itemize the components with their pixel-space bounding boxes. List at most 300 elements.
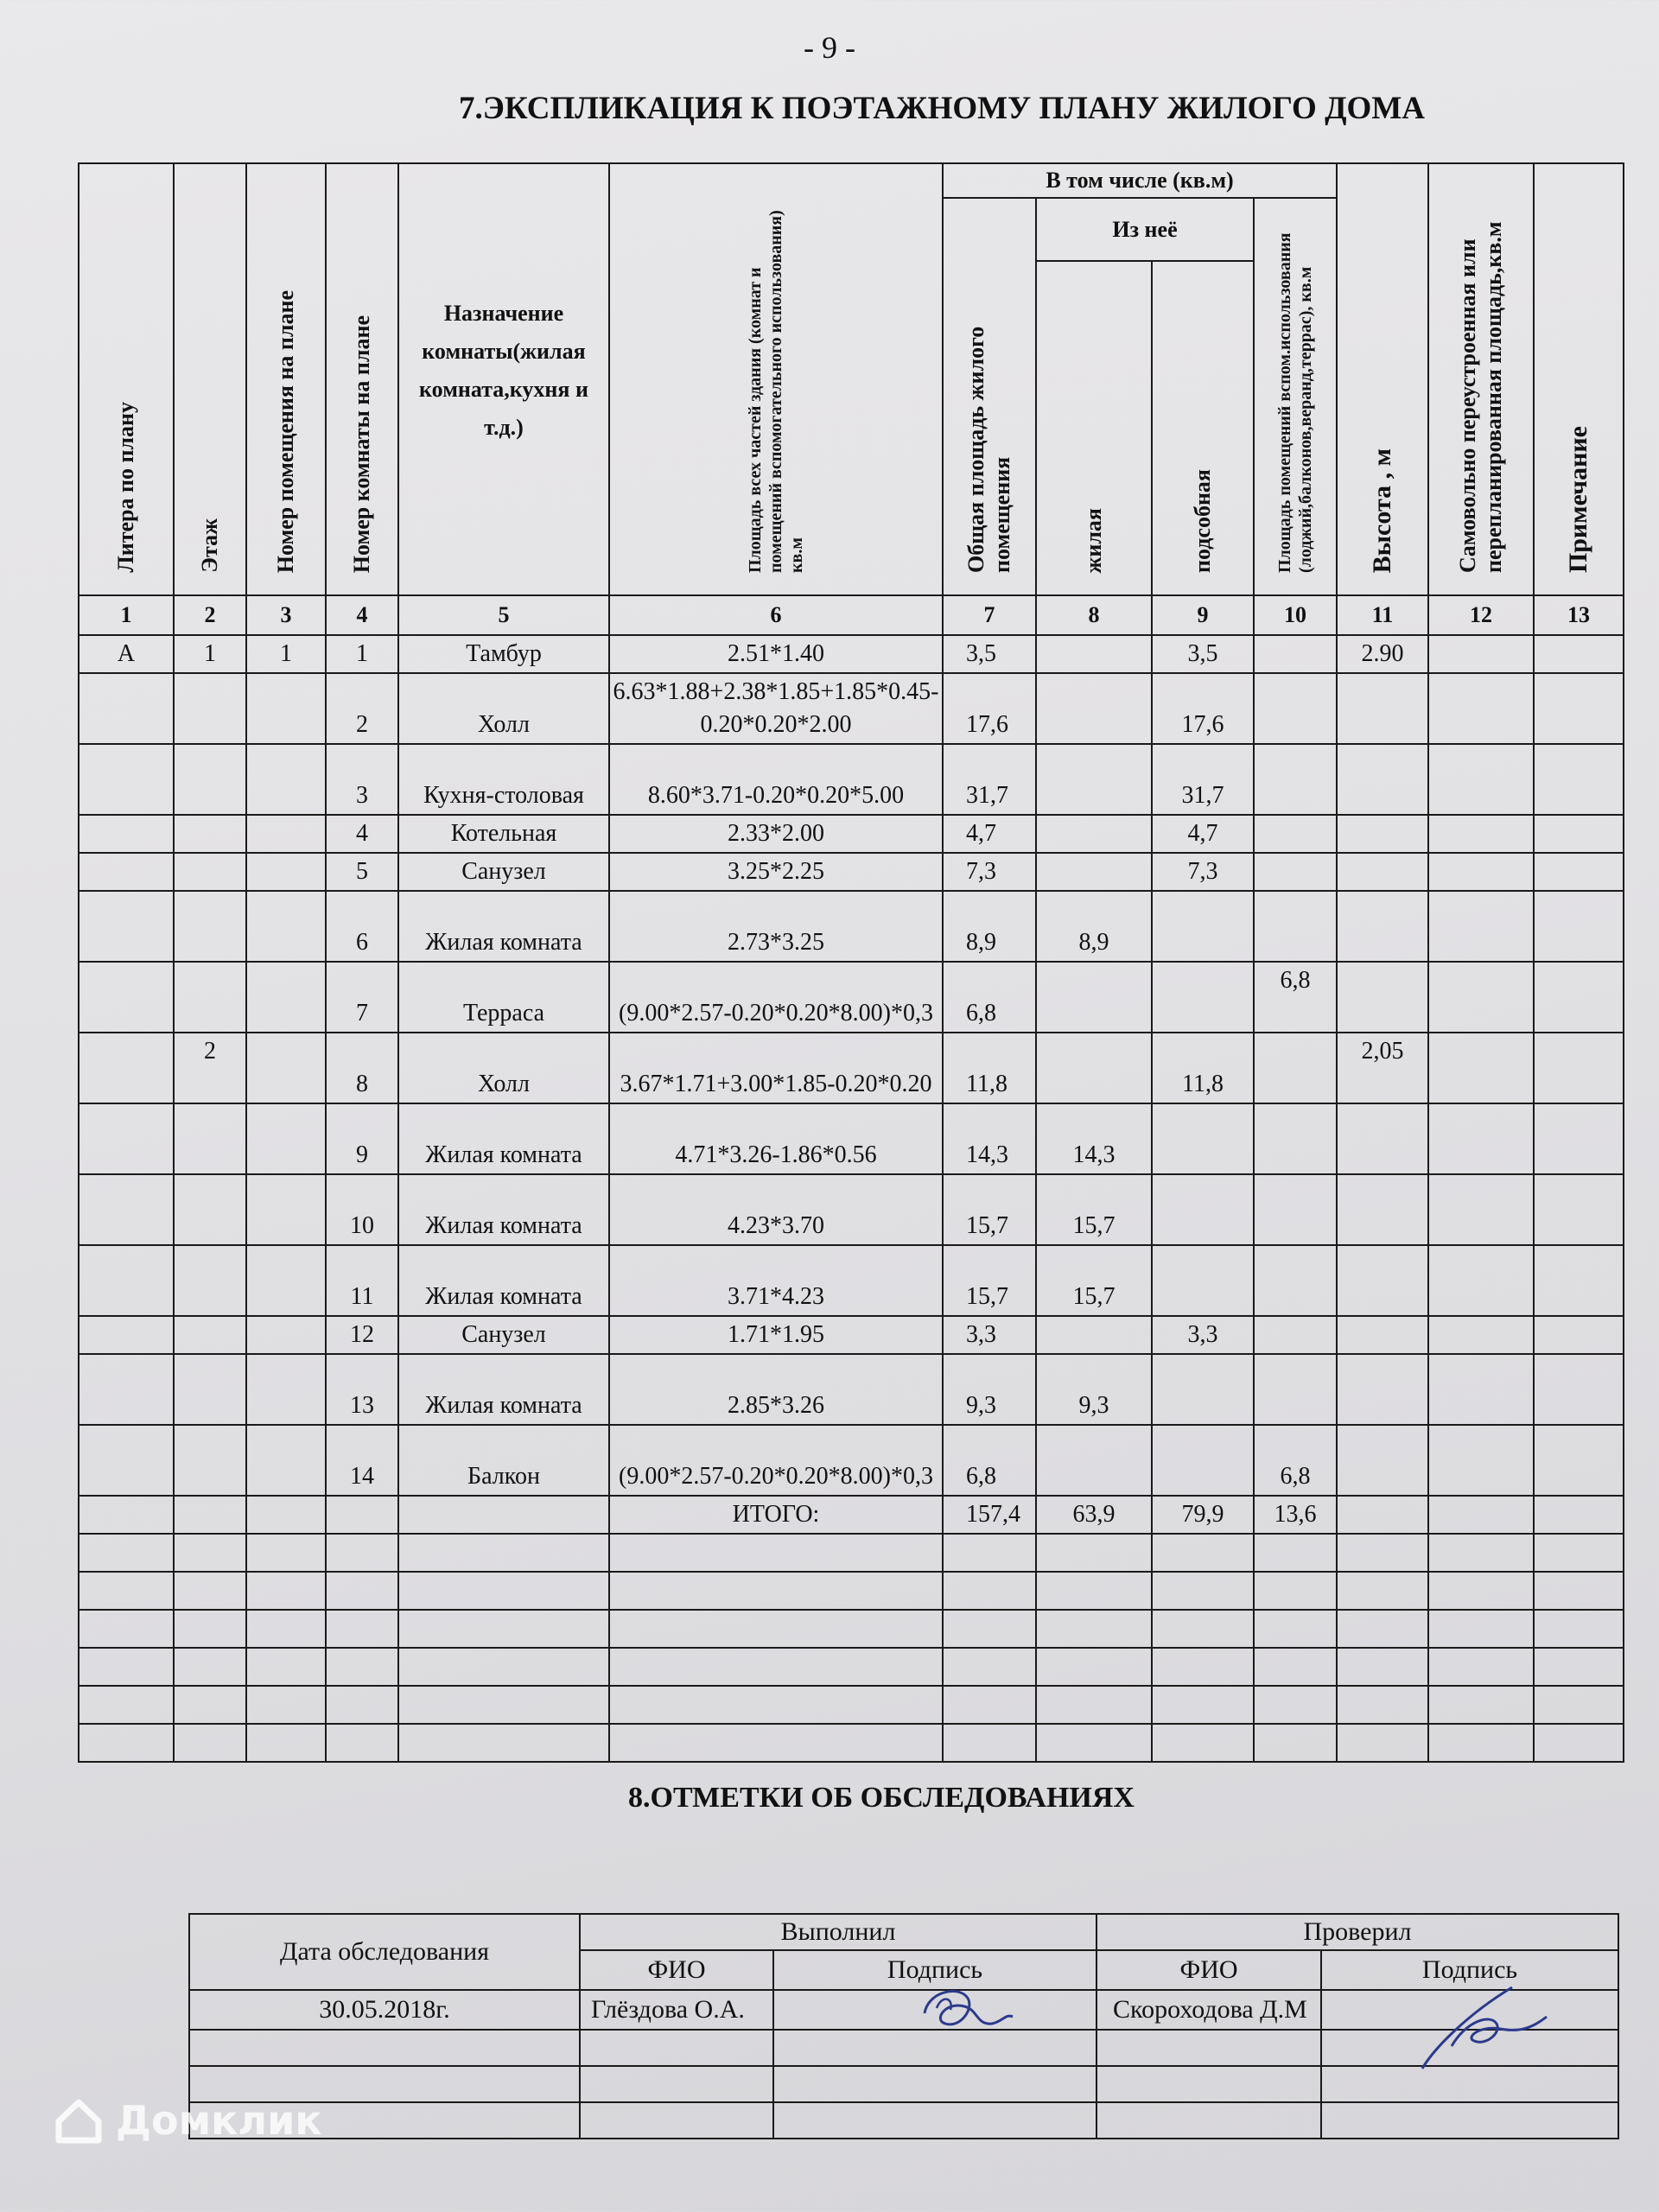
cell-floor (174, 891, 246, 962)
cell-floor (174, 1425, 246, 1496)
cell-empty (1254, 1610, 1337, 1648)
cell-height (1337, 1425, 1428, 1496)
cell-empty (1036, 1610, 1152, 1648)
cell-litera (79, 1316, 174, 1354)
cell-room: 14 (326, 1425, 398, 1496)
cell-total: 17,6 (943, 673, 1036, 744)
cell-empty (1254, 1572, 1337, 1610)
performer-name: Глёздова О.А. (580, 1990, 773, 2030)
cell-premise (246, 962, 326, 1033)
cell-empty (609, 1648, 943, 1686)
col-number: 6 (609, 595, 943, 635)
table-row (79, 891, 1624, 962)
cell-floor (174, 853, 246, 891)
cell-empty (79, 1572, 174, 1610)
cell-unauthorized (1428, 1174, 1534, 1245)
cell-aux-use (1254, 853, 1337, 891)
cell-empty (943, 1686, 1036, 1724)
cell-unauthorized (1428, 1425, 1534, 1496)
cell-empty (609, 1686, 943, 1724)
cell-empty (1152, 1686, 1254, 1724)
cell-empty (326, 1610, 398, 1648)
cell-empty (79, 1686, 174, 1724)
cell-premise (246, 1033, 326, 1103)
cell-note (1534, 853, 1624, 891)
cell-formula: 3.71*4.23 (609, 1245, 943, 1316)
cell-note (1534, 635, 1624, 673)
cell-living: 8,9 (1036, 891, 1152, 962)
empty-row (79, 1534, 1624, 1572)
cell-empty (398, 1496, 609, 1534)
section8-title: 8.ОТМЕТКИ ОБ ОБСЛЕДОВАНИЯХ (628, 1782, 1135, 1814)
cell-total: 3,5 (943, 635, 1036, 673)
cell-empty (79, 1724, 174, 1762)
cell-aux: 31,7 (1152, 744, 1254, 815)
cell-empty (1337, 1724, 1428, 1762)
cell-aux-use (1254, 1103, 1337, 1174)
cell-empty (1534, 1610, 1624, 1648)
cell-living (1036, 1033, 1152, 1103)
survey-date: 30.05.2018г. (189, 1990, 580, 2030)
cell-formula: 2.51*1.40 (609, 635, 943, 673)
cell-empty (174, 1648, 246, 1686)
cell-room: 12 (326, 1316, 398, 1354)
cell-formula: 1.71*1.95 (609, 1316, 943, 1354)
cell-litera: А (79, 635, 174, 673)
cell-total: 8,9 (943, 891, 1036, 962)
cell-room: 6 (326, 891, 398, 962)
cell-room: 11 (326, 1245, 398, 1316)
cell-name: Балкон (398, 1425, 609, 1496)
cell-total: 6,8 (943, 962, 1036, 1033)
col-number: 7 (943, 595, 1036, 635)
cell-note (1534, 1316, 1624, 1354)
cell-unauthorized (1428, 1316, 1534, 1354)
cell-aux-use (1254, 1245, 1337, 1316)
cell-aux-use (1254, 744, 1337, 815)
cell-aux-use: 6,8 (1254, 962, 1337, 1033)
cell-name: Жилая комната (398, 1354, 609, 1425)
cell-aux (1152, 1245, 1254, 1316)
cell-empty (943, 1648, 1036, 1686)
cell-premise (246, 1103, 326, 1174)
header-area-all: Площадь всех частей здания (комнат и помещений вспомогательного использования) кв.м (609, 163, 943, 595)
header-aux-use: Площадь помещений вспом.использования (лоджий,балконов,веранд,террас), кв.м (1254, 198, 1337, 595)
col-number: 12 (1428, 595, 1534, 635)
cell-premise (246, 891, 326, 962)
cell-height (1337, 1174, 1428, 1245)
cell-litera (79, 1174, 174, 1245)
header-total-living: Общая площадь жилого помещения (943, 198, 1036, 595)
cell-aux-use (1254, 1354, 1337, 1425)
cell-total: 6,8 (943, 1425, 1036, 1496)
cell-empty (1337, 1648, 1428, 1686)
cell-litera (79, 1103, 174, 1174)
cell-height (1337, 1354, 1428, 1425)
cell-floor (174, 815, 246, 853)
cell-height (1337, 673, 1428, 744)
cell-empty (1152, 1610, 1254, 1648)
cell-name: Терраса (398, 962, 609, 1033)
cell-room: 5 (326, 853, 398, 891)
cell-empty (609, 1610, 943, 1648)
cell-aux-use: 6,8 (1254, 1425, 1337, 1496)
cell-unauthorized (1428, 1354, 1534, 1425)
cell-note (1534, 744, 1624, 815)
cell-premise (246, 1174, 326, 1245)
survey-empty-cell (580, 2030, 773, 2066)
cell-note (1534, 962, 1624, 1033)
cell-aux: 11,8 (1152, 1033, 1254, 1103)
cell-room: 3 (326, 744, 398, 815)
header-litera: Литера по плану (79, 163, 174, 595)
cell-room: 13 (326, 1354, 398, 1425)
domclick-logo-icon (54, 2095, 104, 2145)
cell-aux-use (1254, 635, 1337, 673)
cell-empty (1534, 1648, 1624, 1686)
checker-signature (1417, 1979, 1555, 2074)
col-number: 13 (1534, 595, 1624, 635)
cell-empty (398, 1724, 609, 1762)
table-row (79, 815, 1624, 853)
section7-title: 7.ЭКСПЛИКАЦИЯ К ПОЭТАЖНОМУ ПЛАНУ ЖИЛОГО ДОМА (459, 91, 1425, 126)
cell-floor (174, 1354, 246, 1425)
cell-aux: 3,3 (1152, 1316, 1254, 1354)
survey-empty-cell (1096, 2102, 1321, 2139)
cell-empty (1428, 1572, 1534, 1610)
cell-formula: 2.85*3.26 (609, 1354, 943, 1425)
cell-empty (246, 1610, 326, 1648)
cell-height (1337, 1245, 1428, 1316)
cell-empty (326, 1724, 398, 1762)
cell-empty (609, 1724, 943, 1762)
col-number: 5 (398, 595, 609, 635)
cell-note (1534, 673, 1624, 744)
cell-unauthorized (1428, 1103, 1534, 1174)
cell-empty (943, 1724, 1036, 1762)
cell-litera (79, 815, 174, 853)
cell-height (1337, 1316, 1428, 1354)
cell-note (1534, 1033, 1624, 1103)
cell-total: 14,3 (943, 1103, 1036, 1174)
total-row (79, 1496, 1624, 1534)
cell-floor (174, 1245, 246, 1316)
cell-total: 15,7 (943, 1174, 1036, 1245)
cell-unauthorized (1428, 1033, 1534, 1103)
cell-empty (326, 1686, 398, 1724)
cell-empty (246, 1686, 326, 1724)
table-row (79, 1103, 1624, 1174)
cell-aux: 4,7 (1152, 815, 1254, 853)
cell-total: 3,3 (943, 1316, 1036, 1354)
cell-empty (398, 1572, 609, 1610)
cell-empty (1254, 1686, 1337, 1724)
cell-empty (1337, 1572, 1428, 1610)
cell-unauthorized (1428, 815, 1534, 853)
cell-formula: 8.60*3.71-0.20*0.20*5.00 (609, 744, 943, 815)
cell-unauthorized (1428, 853, 1534, 891)
cell-name: Жилая комната (398, 1245, 609, 1316)
cell-height (1337, 1103, 1428, 1174)
cell-height: 2.90 (1337, 635, 1428, 673)
cell-aux-use (1254, 673, 1337, 744)
cell-litera (79, 1245, 174, 1316)
cell-litera (79, 891, 174, 962)
cell-premise (246, 673, 326, 744)
performer-signature (916, 1975, 1020, 2044)
cell-aux (1152, 891, 1254, 962)
cell-empty (174, 1686, 246, 1724)
cell-name: Жилая комната (398, 891, 609, 962)
survey-performed-header: Выполнил (580, 1914, 1096, 1950)
cell-empty (1036, 1724, 1152, 1762)
cell-premise (246, 1354, 326, 1425)
cell-empty (1152, 1724, 1254, 1762)
cell-living: 15,7 (1036, 1174, 1152, 1245)
cell-name: Холл (398, 673, 609, 744)
header-room-no: Номер комнаты на плане (326, 163, 398, 595)
cell-formula: 3.67*1.71+3.00*1.85-0.20*0.20 (609, 1033, 943, 1103)
cell-empty (79, 1610, 174, 1648)
cell-floor (174, 962, 246, 1033)
cell-formula: 2.33*2.00 (609, 815, 943, 853)
cell-empty (1152, 1534, 1254, 1572)
total-aux-use: 13,6 (1254, 1496, 1337, 1534)
cell-name: Тамбур (398, 635, 609, 673)
cell-empty (79, 1648, 174, 1686)
cell-living (1036, 815, 1152, 853)
col-number: 4 (326, 595, 398, 635)
cell-empty (1428, 1686, 1534, 1724)
cell-living: 9,3 (1036, 1354, 1152, 1425)
page-number: - 9 - (804, 30, 855, 65)
cell-height (1337, 853, 1428, 891)
cell-total: 31,7 (943, 744, 1036, 815)
empty-row (79, 1686, 1624, 1724)
table-row (79, 1245, 1624, 1316)
survey-empty-cell (580, 2066, 773, 2102)
cell-living (1036, 635, 1152, 673)
cell-height (1337, 962, 1428, 1033)
cell-empty (326, 1496, 398, 1534)
cell-empty (246, 1572, 326, 1610)
cell-empty (1428, 1648, 1534, 1686)
cell-empty (609, 1572, 943, 1610)
cell-floor (174, 1103, 246, 1174)
cell-empty (1337, 1686, 1428, 1724)
header-of-which: Из неё (1036, 198, 1254, 261)
cell-room: 1 (326, 635, 398, 673)
total-living: 63,9 (1036, 1496, 1152, 1534)
col-number: 1 (79, 595, 174, 635)
empty-row (79, 1610, 1624, 1648)
cell-empty (943, 1534, 1036, 1572)
header-auxiliary: подсобная (1152, 261, 1254, 595)
cell-empty (1534, 1534, 1624, 1572)
cell-empty (1534, 1686, 1624, 1724)
table-row (79, 1174, 1624, 1245)
cell-empty (1036, 1686, 1152, 1724)
cell-floor (174, 1316, 246, 1354)
header-floor: Этаж (174, 163, 246, 595)
table-row (79, 1316, 1624, 1354)
cell-empty (1428, 1610, 1534, 1648)
watermark-text: Домклик (116, 2097, 322, 2144)
cell-living (1036, 962, 1152, 1033)
cell-empty (943, 1572, 1036, 1610)
total-label: ИТОГО: (609, 1496, 943, 1534)
survey-empty-cell (580, 2102, 773, 2139)
cell-empty (1534, 1496, 1624, 1534)
cell-formula: (9.00*2.57-0.20*0.20*8.00)*0,3 (609, 962, 943, 1033)
cell-empty (398, 1686, 609, 1724)
cell-empty (174, 1610, 246, 1648)
header-purpose: Назначение комнаты(жилая комната,кухня и т.д.) (398, 163, 609, 595)
header-height: Высота , м (1337, 163, 1428, 595)
cell-total: 7,3 (943, 853, 1036, 891)
cell-aux (1152, 1354, 1254, 1425)
cell-note (1534, 1103, 1624, 1174)
empty-row (79, 1648, 1624, 1686)
cell-height (1337, 815, 1428, 853)
cell-aux: 7,3 (1152, 853, 1254, 891)
cell-formula: 2.73*3.25 (609, 891, 943, 962)
cell-room: 2 (326, 673, 398, 744)
survey-empty-cell (1321, 2102, 1618, 2139)
empty-row (79, 1724, 1624, 1762)
cell-name: Жилая комната (398, 1174, 609, 1245)
cell-empty (1036, 1648, 1152, 1686)
cell-aux (1152, 1425, 1254, 1496)
cell-empty (1428, 1534, 1534, 1572)
cell-empty (398, 1648, 609, 1686)
cell-empty (1254, 1648, 1337, 1686)
col-number: 8 (1036, 595, 1152, 635)
cell-empty (1152, 1648, 1254, 1686)
checker-fio-label: ФИО (1096, 1950, 1321, 1990)
cell-aux-use (1254, 815, 1337, 853)
table-row (79, 1425, 1624, 1496)
cell-formula: 3.25*2.25 (609, 853, 943, 891)
header-note: Примечание (1534, 163, 1624, 595)
cell-note (1534, 1245, 1624, 1316)
watermark (54, 2095, 322, 2145)
cell-name: Санузел (398, 1316, 609, 1354)
cell-aux-use (1254, 1316, 1337, 1354)
cell-note (1534, 1425, 1624, 1496)
cell-note (1534, 815, 1624, 853)
cell-empty (1152, 1572, 1254, 1610)
cell-total: 11,8 (943, 1033, 1036, 1103)
survey-date-header: Дата обследования (189, 1914, 580, 1990)
col-number: 3 (246, 595, 326, 635)
cell-premise (246, 1425, 326, 1496)
cell-empty (1254, 1724, 1337, 1762)
cell-unauthorized (1428, 635, 1534, 673)
cell-empty (1254, 1534, 1337, 1572)
cell-floor (174, 1174, 246, 1245)
cell-aux (1152, 1174, 1254, 1245)
empty-row (79, 1572, 1624, 1610)
survey-empty-cell (189, 2030, 580, 2066)
cell-premise: 1 (246, 635, 326, 673)
col-number: 11 (1337, 595, 1428, 635)
cell-aux-use (1254, 891, 1337, 962)
cell-living (1036, 744, 1152, 815)
cell-empty (326, 1572, 398, 1610)
cell-formula: (9.00*2.57-0.20*0.20*8.00)*0,3 (609, 1425, 943, 1496)
cell-empty (174, 1724, 246, 1762)
cell-premise (246, 1316, 326, 1354)
cell-name: Санузел (398, 853, 609, 891)
cell-empty (1428, 1496, 1534, 1534)
cell-note (1534, 891, 1624, 962)
performer-signature-label: Подпись (773, 1950, 1096, 1990)
cell-living: 15,7 (1036, 1245, 1152, 1316)
cell-empty (246, 1496, 326, 1534)
cell-room: 4 (326, 815, 398, 853)
cell-premise (246, 744, 326, 815)
header-incl-group: В том числе (кв.м) (943, 163, 1337, 198)
cell-empty (1428, 1724, 1534, 1762)
table-row (79, 673, 1624, 744)
cell-empty (174, 1572, 246, 1610)
cell-empty (79, 1534, 174, 1572)
cell-empty (1534, 1572, 1624, 1610)
cell-room: 7 (326, 962, 398, 1033)
total-aux: 79,9 (1152, 1496, 1254, 1534)
cell-name: Кухня-столовая (398, 744, 609, 815)
cell-empty (246, 1724, 326, 1762)
cell-litera (79, 1033, 174, 1103)
header-unauthorized: Самовольно переустроенная или перепланированная площадь,кв.м (1428, 163, 1534, 595)
cell-litera (79, 1354, 174, 1425)
column-number-row (79, 595, 1624, 635)
cell-formula: 4.71*3.26-1.86*0.56 (609, 1103, 943, 1174)
cell-room: 9 (326, 1103, 398, 1174)
header-living: жилая (1036, 261, 1152, 595)
cell-living: 14,3 (1036, 1103, 1152, 1174)
cell-empty (326, 1648, 398, 1686)
cell-empty (1036, 1534, 1152, 1572)
cell-empty (1337, 1610, 1428, 1648)
cell-total: 4,7 (943, 815, 1036, 853)
table-row (79, 744, 1624, 815)
col-number: 10 (1254, 595, 1337, 635)
cell-empty (1337, 1534, 1428, 1572)
cell-name: Котельная (398, 815, 609, 853)
cell-empty (174, 1534, 246, 1572)
cell-name: Холл (398, 1033, 609, 1103)
header-premise-no: Номер помещения на плане (246, 163, 326, 595)
cell-unauthorized (1428, 891, 1534, 962)
cell-empty (79, 1496, 174, 1534)
cell-empty (943, 1610, 1036, 1648)
cell-height (1337, 891, 1428, 962)
cell-empty (609, 1534, 943, 1572)
cell-living (1036, 1425, 1152, 1496)
cell-note (1534, 1354, 1624, 1425)
cell-litera (79, 1425, 174, 1496)
cell-empty (1534, 1724, 1624, 1762)
cell-litera (79, 744, 174, 815)
cell-empty (174, 1496, 246, 1534)
col-number: 2 (174, 595, 246, 635)
survey-checked-header: Проверил (1096, 1914, 1618, 1950)
cell-unauthorized (1428, 962, 1534, 1033)
cell-unauthorized (1428, 673, 1534, 744)
cell-height: 2,05 (1337, 1033, 1428, 1103)
